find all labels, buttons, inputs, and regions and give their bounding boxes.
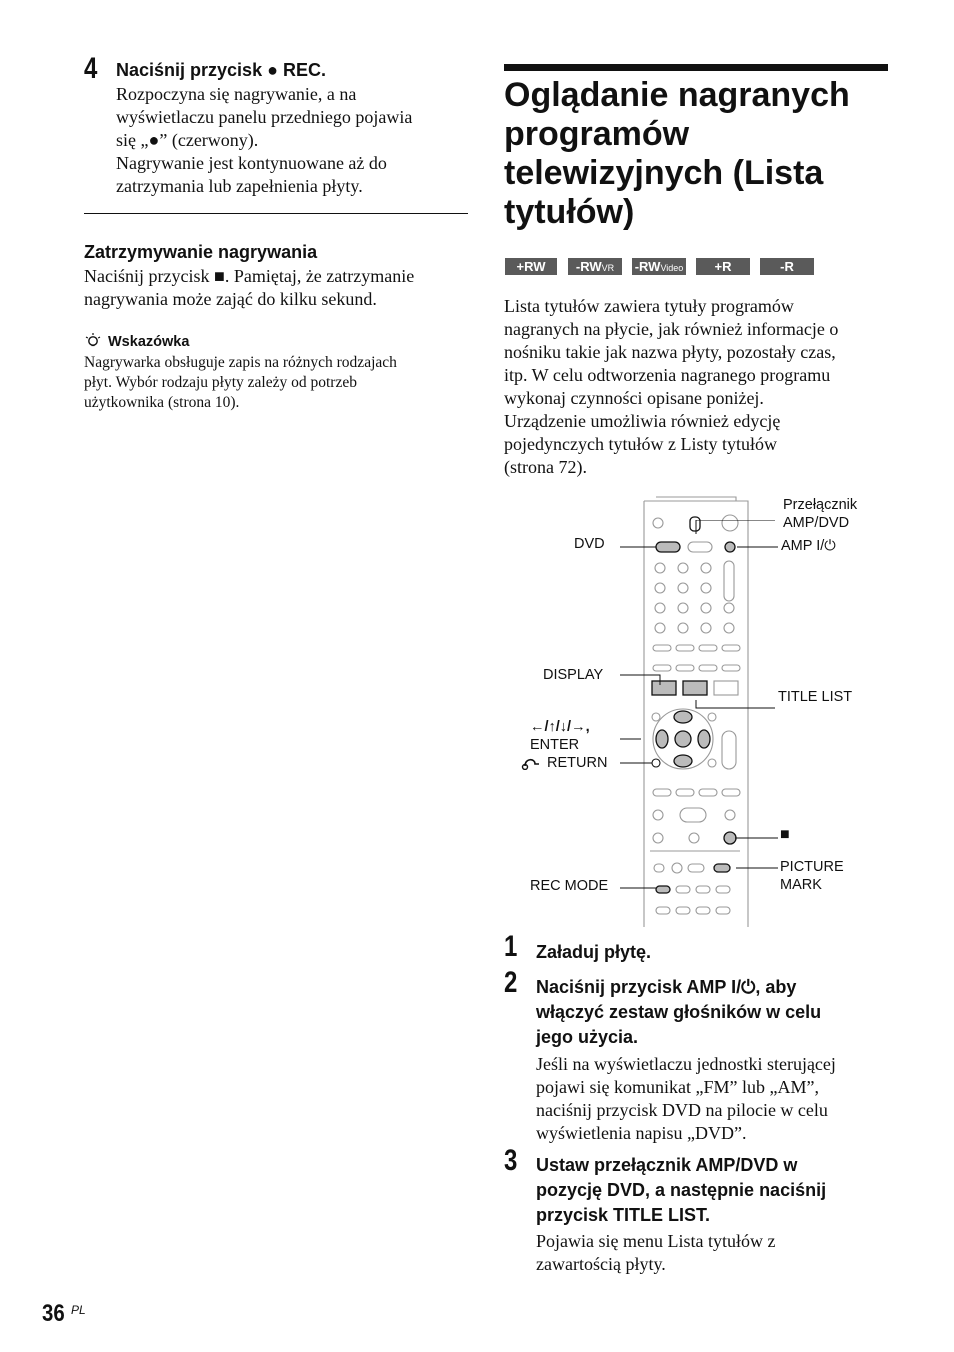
text-line: pojawi się komunikat „FM” lub „AM”, (536, 1077, 819, 1097)
text-line: Jeśli na wyświetlaczu jednostki sterującej (536, 1054, 836, 1074)
text-line: Pojawia się menu Lista tytułów z (536, 1231, 776, 1251)
disc-sub: Video (660, 263, 684, 273)
dvd-label: DVD (574, 536, 605, 552)
label-line: AMP/DVD (783, 515, 850, 531)
step-4-title: Naciśnij przycisk ● REC. (116, 60, 326, 80)
title-line: jego użycia. (536, 1027, 639, 1047)
tip-heading: Wskazówka (108, 334, 190, 350)
disc-badge (505, 258, 557, 275)
rec-mode-label: REC MODE (530, 878, 609, 894)
title-line: programów (504, 115, 690, 153)
amp-power-label: AMP I/⏻ (781, 538, 836, 554)
step-2-number: 2 (504, 966, 518, 999)
step-3-title (536, 1153, 826, 1228)
page-number: 36 (42, 1300, 65, 1327)
disc-label: -R (780, 259, 794, 274)
disc-label: -RW (634, 259, 661, 274)
text-line: płyt. Wybór rodzaju płyty zależy od potrzeb (84, 374, 357, 391)
label-line: PICTURE (780, 859, 844, 875)
callout-lines (600, 520, 800, 900)
text-line: wykonaj czynności opisane poniżej. (504, 388, 764, 408)
disc-badge (632, 258, 686, 275)
text-line: nagrywania może zająć do kilku sekund. (84, 289, 377, 309)
text-line: Naciśnij przycisk ■. Pamiętaj, że zatrzymanie (84, 266, 415, 286)
page-language: PL (71, 1303, 86, 1317)
display-label: DISPLAY (543, 667, 604, 683)
title-line: tytułów) (504, 193, 635, 231)
stop-label: ■ (780, 826, 790, 843)
return-icon (521, 756, 543, 770)
arrows-label: ←/↑/↓/→, (530, 719, 590, 735)
text-line: Lista tytułów zawiera tytuły programów (504, 296, 794, 316)
section-divider (84, 213, 468, 214)
step-4-text (116, 83, 412, 198)
text-line: Nagrywanie jest kontynuowane aż do (116, 153, 387, 173)
text-line: zatrzymania lub zapełnienia płyty. (116, 176, 363, 196)
intro-text (504, 295, 838, 479)
title-line: telewizyjnych (Lista (504, 154, 824, 192)
title-line: przycisk TITLE LIST. (536, 1205, 711, 1225)
step-3-text (536, 1230, 775, 1276)
disc-label: +R (714, 259, 732, 274)
title-line: Oglądanie nagranych (504, 76, 850, 114)
label-line: Przełącznik (783, 497, 858, 513)
disc-badge (696, 258, 750, 275)
enter-label: ENTER (530, 737, 580, 753)
stop-recording-heading: Zatrzymywanie nagrywania (84, 242, 318, 262)
text-line: pojedynczych tytułów z Listy tytułów (504, 434, 777, 454)
step-2-title (536, 975, 821, 1050)
text-line: Nagrywarka obsługuje zapis na różnych rodzajach (84, 354, 397, 371)
text-line: (strona 72). (504, 457, 587, 477)
text-line: nośniku takie jak nazwa płyty, pozostały czas, (504, 342, 836, 362)
text-line: użytkownika (strona 10). (84, 394, 240, 411)
title-line: Ustaw przełącznik AMP/DVD w (536, 1155, 798, 1175)
title-line: Naciśnij przycisk AMP I/⏻, aby (536, 977, 797, 997)
disc-label: +RW (516, 259, 546, 274)
step-3-number: 3 (504, 1144, 518, 1177)
step-1-title: Załaduj płytę. (536, 942, 652, 962)
picture-mark-label (780, 858, 844, 894)
heading-top-bar (504, 64, 888, 71)
text-line: wyświetlenia napisu „DVD”. (536, 1123, 747, 1143)
title-list-label: TITLE LIST (778, 689, 853, 705)
tip-text (84, 353, 397, 413)
text-line: wyświetlaczu panelu przedniego pojawia (116, 107, 413, 127)
label-line: MARK (780, 877, 822, 893)
return-label: RETURN (547, 755, 608, 771)
step-1-number: 1 (504, 930, 518, 963)
text-line: zawartością płyty. (536, 1254, 666, 1274)
amp-dvd-switch-label (783, 496, 857, 532)
step-4-number: 4 (84, 52, 98, 85)
disc-badge (568, 258, 622, 275)
title-line: włączyć zestaw głośników w celu (536, 1002, 822, 1022)
disc-sub: VR (601, 263, 615, 273)
text-line: Urządzenie umożliwia również edycję (504, 411, 781, 431)
stop-recording-text (84, 265, 414, 311)
lightbulb-icon (84, 332, 104, 350)
text-line: nagranych na płycie, jak również informacje o (504, 319, 839, 339)
page-title (504, 76, 894, 232)
disc-label: -RW (575, 259, 602, 274)
title-line: pozycję DVD, a następnie naciśnij (536, 1180, 827, 1200)
disc-badge (760, 258, 814, 275)
text-line: naciśnij przycisk DVD na pilocie w celu (536, 1100, 828, 1120)
text-line: Rozpoczyna się nagrywanie, a na (116, 84, 357, 104)
text-line: się „●” (czerwony). (116, 130, 259, 150)
step-2-text (536, 1053, 836, 1145)
text-line: itp. W celu odtworzenia nagranego programu (504, 365, 831, 385)
